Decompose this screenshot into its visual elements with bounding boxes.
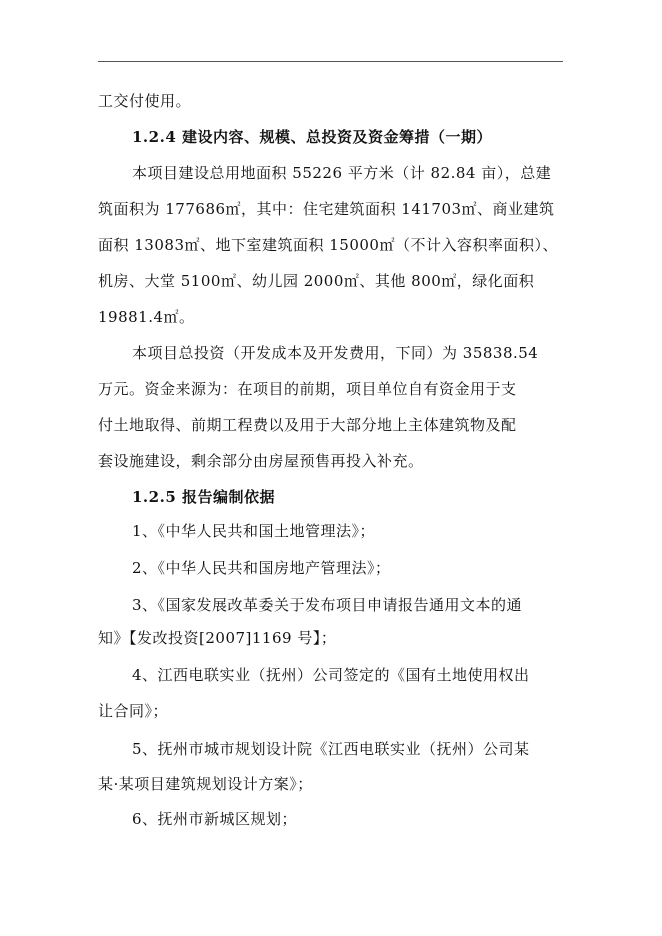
list-item: 3、《国家发展改革委关于发布项目申请报告通用文本的通 (132, 596, 523, 614)
text-line: 19881.4㎡。 (98, 308, 195, 326)
list-item-continuation: 知》【发改投资[2007]1169 号】； (98, 629, 337, 647)
text-line: 机房、大堂 5100㎡、幼儿园 2000㎡、其他 800㎡，绿化面积 (98, 272, 535, 290)
text-line: 本项目建设总用地面积 55226 平方米（计 82.84 亩），总建 (132, 164, 552, 182)
text-line: 万元。资金来源为：在项目的前期，项目单位自有资金用于支 (98, 380, 517, 398)
list-item-continuation: 某·某项目建筑规划设计方案》； (98, 775, 313, 793)
list-item: 6、抚州市新城区规划； (132, 810, 298, 828)
list-item: 1、《中华人民共和国土地管理法》； (132, 522, 376, 540)
text-line: 本项目总投资（开发成本及开发费用，下同）为 35838.54 (132, 344, 539, 362)
text-line: 套设施建设，剩余部分由房屋预售再投入补充。 (98, 452, 424, 470)
list-item: 4、江西电联实业（抚州）公司签定的《国有土地使用权出 (132, 666, 530, 684)
list-item-continuation: 让合同》； (98, 702, 169, 720)
text-line: 工交付使用。 (98, 92, 192, 110)
section-heading-1-2-4: 1.2.4 建设内容、规模、总投资及资金筹措（一期） (132, 128, 492, 146)
list-item: 2、《中华人民共和国房地产管理法》； (132, 559, 391, 577)
text-line: 付土地取得、前期工程费以及用于大部分地上主体建筑物及配 (98, 416, 517, 434)
header-rule (98, 61, 563, 62)
section-heading-1-2-5: 1.2.5 报告编制依据 (132, 488, 275, 506)
list-item: 5、抚州市城市规划设计院《江西电联实业（抚州）公司某 (132, 740, 530, 758)
text-line: 面积 13083㎡、地下室建筑面积 15000㎡（不计入容积率面积）、 (98, 236, 558, 254)
text-line: 筑面积为 177686㎡，其中：住宅建筑面积 141703㎡、商业建筑 (98, 200, 555, 218)
